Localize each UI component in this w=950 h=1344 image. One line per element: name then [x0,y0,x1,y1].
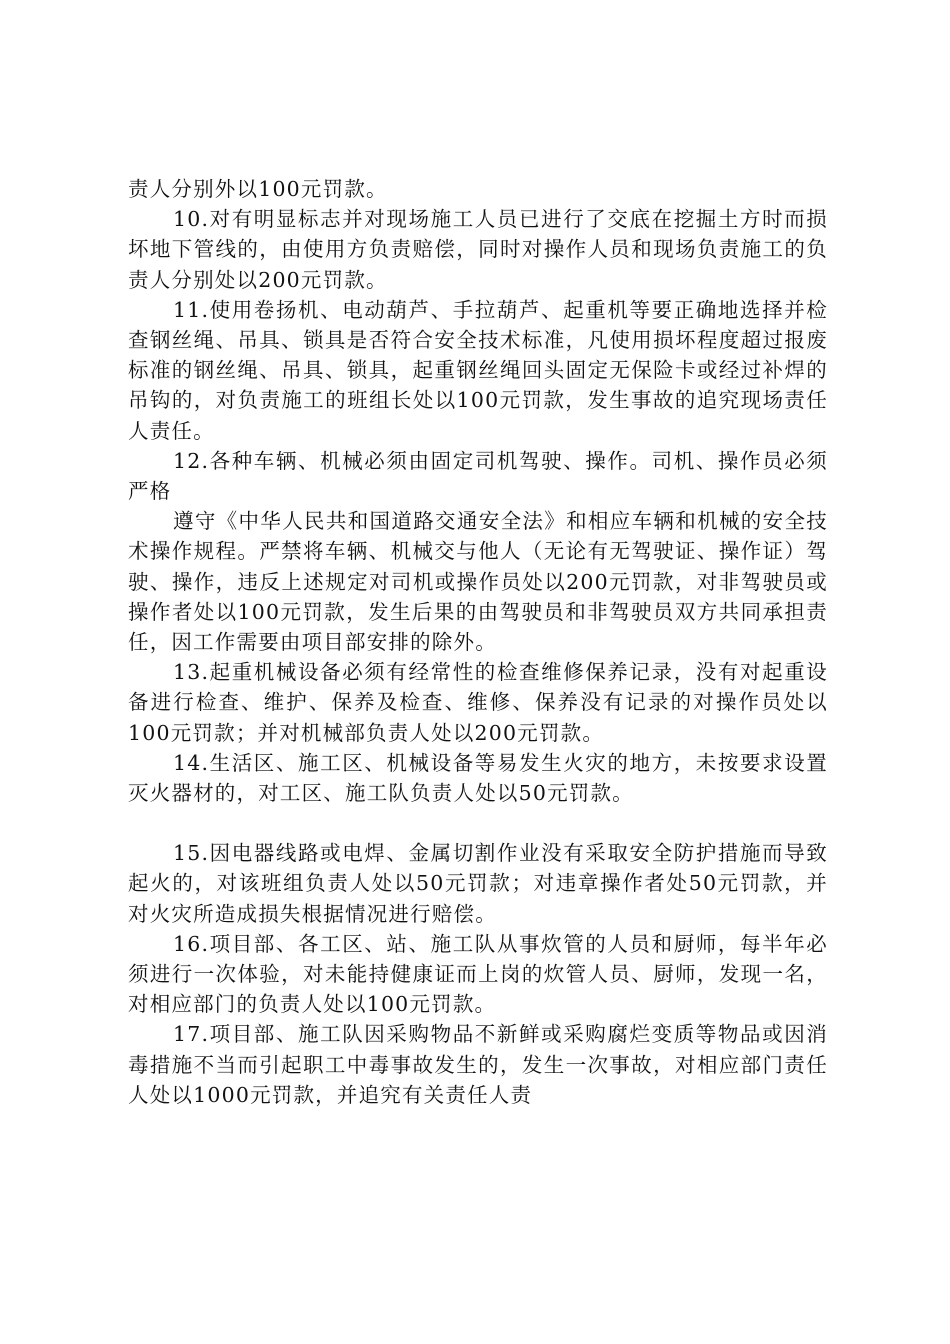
paragraph-item-16: 16.项目部、各工区、站、施工队从事炊管的人员和厨师，每半年必须进行一次体验，对未能持健康证而上岗的炊管人员、厨师，发现一名，对相应部门的负责人处以100元罚款。 [128,931,828,1017]
paragraph-item-10: 10.对有明显标志并对现场施工人员已进行了交底在挖掘土方时而损坏地下管线的，由使用方负责赔偿，同时对操作人员和现场负责施工的负责人分别处以200元罚款。 [128,207,828,292]
paragraph-item-15: 15.因电器线路或电焊、金属切割作业没有采取安全防护措施而导致起火的，对该班组负责人处以50元罚款；对违章操作者处50元罚款，并对火灾所造成损失根据情况进行赔偿。 [128,841,828,926]
paragraph-item-12-continued: 遵守《中华人民共和国道路交通安全法》和相应车辆和机械的安全技术操作规程。严禁将车辆、机械交与他人（无论有无驾驶证、操作证）驾驶、操作，违反上述规定对司机或操作员处以200元罚款，对非驾驶员或操作者处以100元罚款，发生后果的由驾驶员和非驾驶员双方共同承担责任，因工作需要由项目部安排的除外。 [128,509,828,655]
paragraph-item-14: 14.生活区、施工区、机械设备等易发生火灾的地方，未按要求设置灭火器材的，对工区、施工队负责人处以50元罚款。 [128,750,828,806]
paragraph-item-13: 13.起重机械设备必须有经常性的检查维修保养记录，没有对起重设备进行检查、维护、保养及检查、维修、保养没有记录的对操作员处以100元罚款；并对机械部负责人处以200元罚款。 [128,660,828,745]
paragraph-continuation: 责人分别外以100元罚款。 [128,177,388,201]
document-body [128,174,828,1110]
blank-line [128,808,828,838]
paragraph-item-17: 17.项目部、施工队因采购物品不新鲜或采购腐烂变质等物品或因消毒措施不当而引起职工中毒事故发生的，发生一次事故，对相应部门责任人处以1000元罚款，并追究有关责任人责 [128,1022,828,1107]
paragraph-item-12: 12.各种车辆、机械必须由固定司机驾驶、操作。司机、操作员必须严格 [128,448,828,504]
paragraph-item-11: 11.使用卷扬机、电动葫芦、手拉葫芦、起重机等要正确地选择并检查钢丝绳、吊具、锁具是否符合安全技术标准，凡使用损坏程度超过报废标准的钢丝绳、吊具、锁具，起重钢丝绳回头固定无保险卡或经过补焊的吊钩的，对负责施工的班组长处以100元罚款，发生事故的追究现场责任人责任。 [128,297,828,443]
